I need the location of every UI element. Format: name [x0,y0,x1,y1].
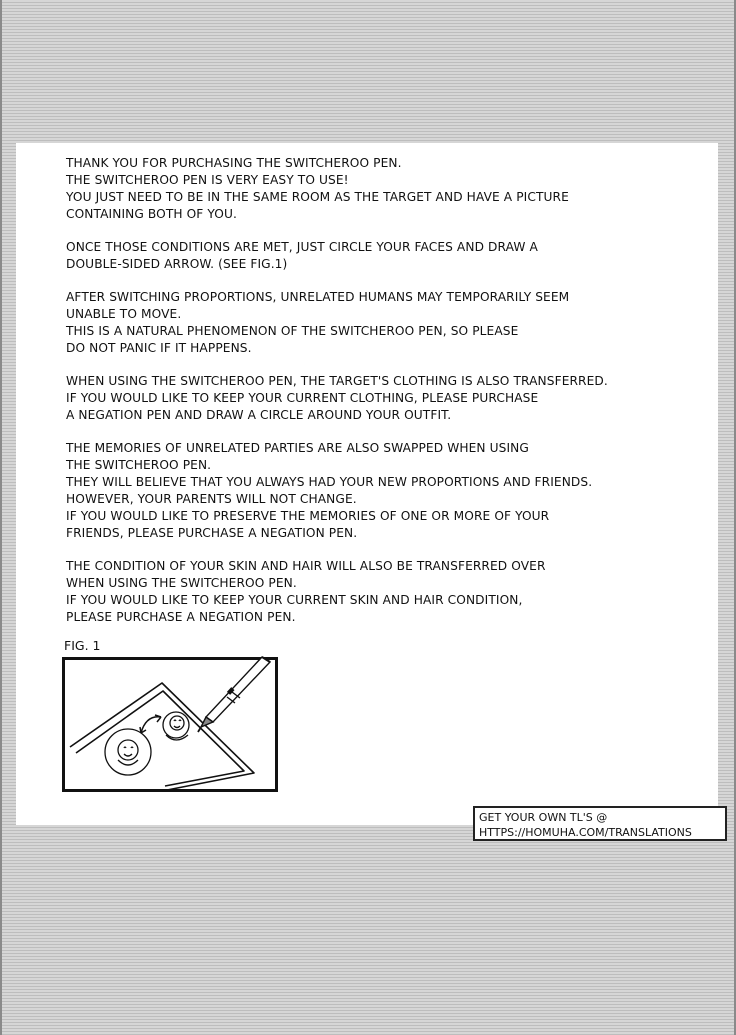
figure-1-illustration [62,655,278,793]
notice-line: WHEN USING THE SWITCHEROO PEN, THE TARGET'S CLOTHING IS ALSO TRANSFERRED. [66,374,608,388]
notice-line: THEY WILL BELIEVE THAT YOU ALWAYS HAD YOUR NEW PROPORTIONS AND FRIENDS. [66,475,593,489]
translation-credit-box [473,806,727,841]
notice-line: ONCE THOSE CONDITIONS ARE MET, JUST CIRCLE YOUR FACES AND DRAW A [66,240,538,254]
notice-line: DO NOT PANIC IF IT HAPPENS. [66,341,252,355]
notice-line: THE MEMORIES OF UNRELATED PARTIES ARE ALSO SWAPPED WHEN USING [66,441,529,455]
left-frame-line [0,0,2,1035]
notice-line: AFTER SWITCHING PROPORTIONS, UNRELATED HUMANS MAY TEMPORARILY SEEM [66,290,570,304]
notice-line: HOWEVER, YOUR PARENTS WILL NOT CHANGE. [66,492,357,506]
notice-line: IF YOU WOULD LIKE TO KEEP YOUR CURRENT CLOTHING, PLEASE PURCHASE [66,391,539,405]
figure-label: FIG. 1 [64,638,101,653]
notice-line: IF YOU WOULD LIKE TO PRESERVE THE MEMORIES OF ONE OR MORE OF YOUR [66,509,550,523]
notice-line: IF YOU WOULD LIKE TO KEEP YOUR CURRENT SKIN AND HAIR CONDITION, [66,593,523,607]
notice-line: DOUBLE-SIDED ARROW. (SEE FIG.1) [66,257,288,271]
notice-paragraph [66,373,686,424]
notice-line: WHEN USING THE SWITCHEROO PEN. [66,576,297,590]
notice-line: THE SWITCHEROO PEN. [66,458,212,472]
notice-line: PLEASE PURCHASE A NEGATION PEN. [66,610,296,624]
notice-paragraph [66,440,686,542]
notice-line: CONTAINING BOTH OF YOU. [66,207,237,221]
notice-line: A NEGATION PEN AND DRAW A CIRCLE AROUND YOUR OUTFIT. [66,408,452,422]
notice-line: THE CONDITION OF YOUR SKIN AND HAIR WILL ALSO BE TRANSFERRED OVER [66,559,546,573]
instruction-notice [66,155,686,642]
notice-line: YOU JUST NEED TO BE IN THE SAME ROOM AS THE TARGET AND HAVE A PICTURE [66,190,569,204]
notice-line: THIS IS A NATURAL PHENOMENON OF THE SWITCHEROO PEN, SO PLEASE [66,324,519,338]
notice-paragraph [66,558,686,626]
notice-line: UNABLE TO MOVE. [66,307,182,321]
notice-line: THE SWITCHEROO PEN IS VERY EASY TO USE! [66,173,349,187]
notice-paragraph [66,289,686,357]
notice-line: THANK YOU FOR PURCHASING THE SWITCHEROO PEN. [66,156,402,170]
notice-paragraph [66,239,686,273]
credit-line: GET YOUR OWN TL'S @ [479,811,608,824]
notice-paragraph [66,155,686,223]
credit-url: HTTPS://HOMUHA.COM/TRANSLATIONS [479,826,692,839]
notice-line: FRIENDS, PLEASE PURCHASE A NEGATION PEN. [66,526,358,540]
